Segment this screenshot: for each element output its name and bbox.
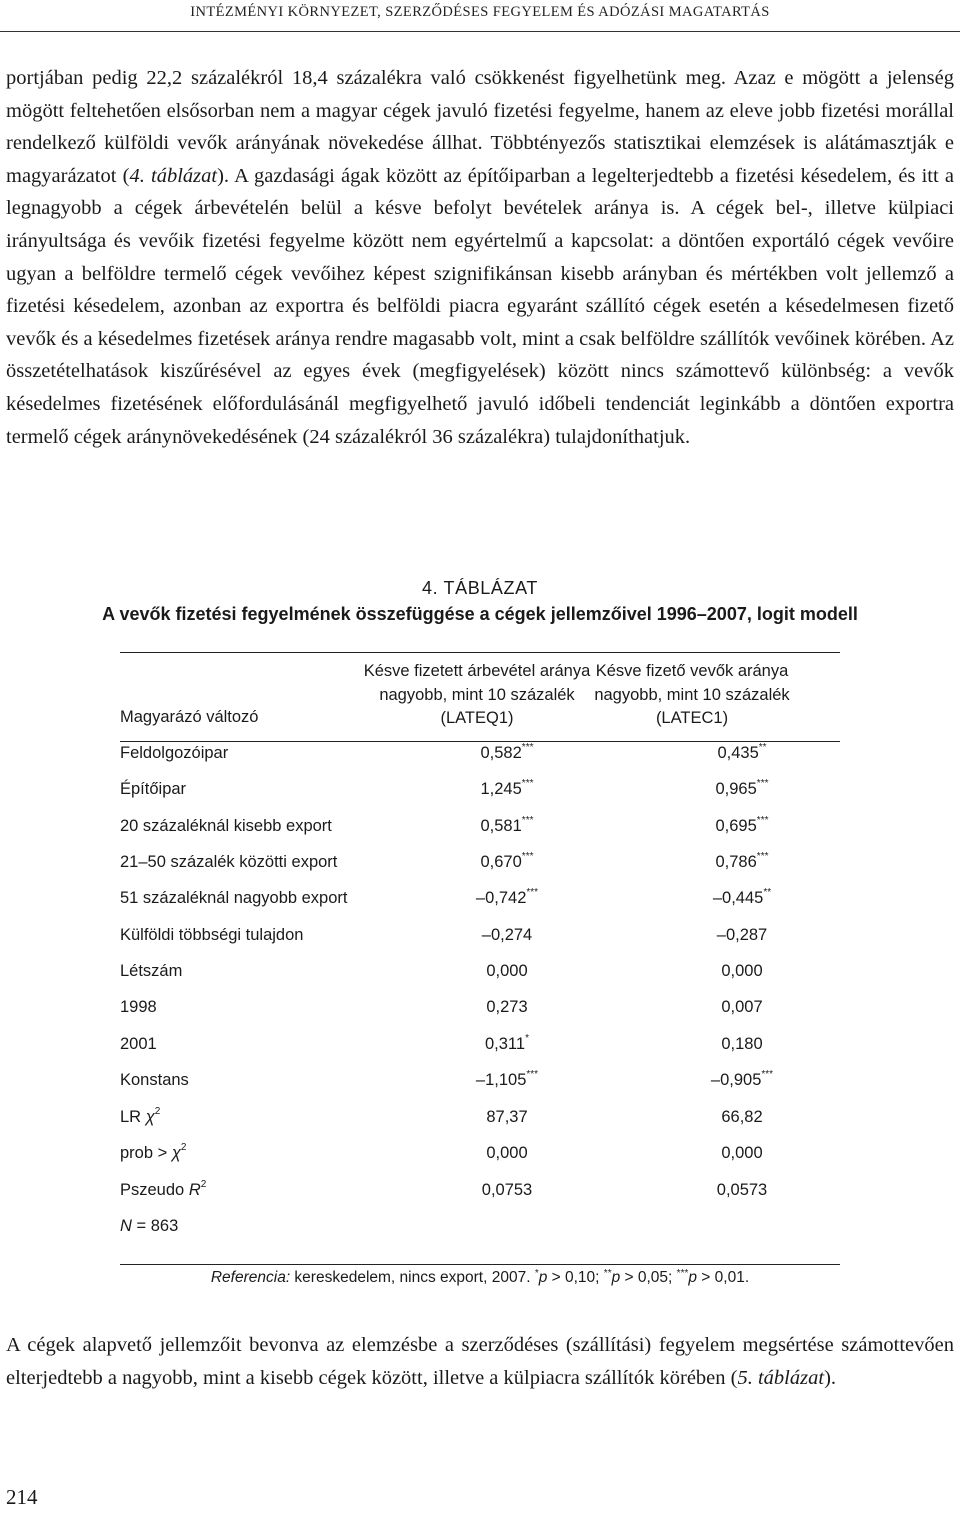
table-reference-link: 4. táblázat	[129, 164, 218, 187]
table-row	[120, 998, 840, 1024]
table-bottom-rule	[120, 1264, 840, 1265]
stat-lateq1: 87,37	[486, 1108, 528, 1126]
row-label: 2001	[120, 1035, 157, 1053]
header-rule	[0, 31, 960, 32]
coef-latec1: 0,000	[721, 962, 763, 980]
coef-lateq1: 0,581***	[480, 815, 534, 835]
column-header-line: nagyobb, mint 10 százalék	[594, 685, 790, 704]
column-header-line: (LATEQ1)	[440, 709, 514, 727]
coef-lateq1: 0,670***	[480, 851, 534, 871]
coef-lateq1: 0,311*	[485, 1033, 529, 1053]
table-row	[120, 962, 840, 988]
variable-column-header: Magyarázó változó	[120, 708, 259, 726]
row-label: N = 863	[120, 1217, 179, 1235]
table-row	[120, 817, 840, 843]
row-label: Feldolgozóipar	[120, 744, 229, 762]
coef-lateq1: 1,245***	[480, 778, 534, 798]
paragraph-2-text-a: A cégek alapvető jellemzőit bevonva az elemzésbe a szerződéses (szállítási) fegyelem megsértése számottevően elterjedtebb a nagyobb, mint a kisebb cégek között, illetve a külpiacra szállítók körében (	[6, 1334, 954, 1389]
body-paragraph-2	[6, 1329, 954, 1394]
coef-lateq1: 0,000	[486, 962, 528, 980]
body-paragraph-1	[6, 62, 954, 453]
coef-latec1: 0,965***	[715, 778, 769, 798]
stat-lateq1: 0,0753	[481, 1181, 533, 1199]
coef-latec1: 0,180	[721, 1035, 763, 1053]
stat-latec1: 0,0573	[716, 1181, 768, 1199]
paragraph-1-text-a: portjában pedig 22,2 százalékról 18,4 százalékra való csökkenést figyelhetünk meg. Azaz e mögött a jelenség mögött feltehetően elsősorban nem a magyar cégek javuló fizetési fegyelme, hanem az eleve jobb fizetési morállal rendelkező külföldi vevők arányának növekedése állhat. Többtényezős statisztikai elemzések is alátámasztják e magyarázatot (	[6, 67, 954, 187]
coef-lateq1: –0,274	[481, 926, 533, 944]
coef-latec1: 0,007	[721, 998, 763, 1016]
row-label: Létszám	[120, 962, 183, 980]
table-row	[120, 926, 840, 952]
page-number: 214	[6, 1485, 38, 1509]
row-label: Építőipar	[120, 780, 187, 798]
paragraph-1-text-b: ). A gazdasági ágak között az építőiparban a legelterjedtebb a fizetési késedelem, és itt a legnagyobb a cégek árbevételén belül a késve befolyt bevételek aránya is. A cégek bel-, illetve külpiaci irányultsága és vevőik fizetési fegyelme között nem egyértelmű a kapcsolat: a döntően exportáló cégek vevőire ugyan a belföldre termelő cégek vevőihez képest szignifikánsan kisebb arányban és mértékben volt jellemző a fizetési késedelem, azonban az exportra és belföldi piacra egyaránt szállító cégek esetén a késedelmesen fizető vevők és a késedelmes fizetések aránya rendre magasabb volt, mint a csak belföldre szállítók vevőinek körében. Az összetételhatások kiszűrésével az egyes évek (megfigyelések) között nincs számottevő különbség: a vevők késedelmes fizetésének előfordulásánál megfigyelhető javuló időbeli tendenciát leginkább a döntően exportra termelő cégek aránynövekedésének (24 százalékról 36 százalékra) tulajdoníthatjuk.	[6, 164, 955, 448]
table-number: 4. TÁBLÁZAT	[422, 578, 538, 598]
table-row-prob-chi2	[120, 1144, 840, 1170]
table-row	[120, 1071, 840, 1097]
table-row-pseudo-r2	[120, 1181, 840, 1207]
row-label: Külföldi többségi tulajdon	[120, 926, 304, 944]
row-label: prob > $\chi^2$	[120, 1142, 187, 1162]
paragraph-2-text-b: ).	[824, 1366, 837, 1389]
coef-latec1: –0,287	[716, 926, 768, 944]
coef-latec1: 0,695***	[715, 815, 769, 835]
table-row	[120, 780, 840, 806]
column-header-line: nagyobb, mint 10 százalék	[379, 685, 575, 704]
coef-lateq1: 0,582***	[480, 742, 534, 762]
coef-latec1: –0,905***	[710, 1069, 774, 1089]
table-top-rule	[120, 652, 840, 653]
table-row	[120, 1035, 840, 1061]
table-header-rule	[120, 741, 840, 742]
stat-latec1: 0,000	[721, 1144, 763, 1162]
row-label: LR $\chi^2$	[120, 1106, 161, 1126]
running-head: INTÉZMÉNYI KÖRNYEZET, SZERZŐDÉSES FEGYELEM ÉS ADÓZÁSI MAGATARTÁS	[190, 4, 770, 20]
column-header-line: Késve fizetett árbevétel aránya	[363, 662, 591, 680]
table-row-sample-size	[120, 1217, 840, 1243]
column-header-line: Késve fizető vevők aránya	[595, 662, 789, 680]
table-row-lr-chi2	[120, 1108, 840, 1134]
stat-latec1: 66,82	[721, 1108, 763, 1126]
coef-lateq1: –1,105***	[475, 1069, 539, 1089]
row-label: Konstans	[120, 1071, 189, 1089]
table-row	[120, 744, 840, 770]
row-label: 21–50 százalék közötti export	[120, 853, 338, 871]
table-row	[120, 853, 840, 879]
row-label: 51 százaléknál nagyobb export	[120, 889, 348, 907]
table-reference-link: 5. táblázat	[737, 1366, 825, 1389]
column-header-line: (LATEC1)	[655, 709, 729, 727]
coef-lateq1: –0,742***	[475, 887, 539, 907]
coef-latec1: –0,445**	[712, 887, 772, 907]
stat-lateq1: 0,000	[486, 1144, 528, 1162]
row-label: 20 százaléknál kisebb export	[120, 817, 332, 835]
row-label: 1998	[120, 998, 157, 1016]
table-note: Referencia: kereskedelem, nincs export, 2007. *p > 0,10; **p > 0,05; ***p > 0,01.	[210, 1268, 750, 1287]
table-title: A vevők fizetési fegyelmének összefüggése a cégek jellemzőivel 1996–2007, logit modell	[102, 604, 858, 624]
coef-lateq1: 0,273	[486, 998, 528, 1016]
table-row	[120, 889, 840, 915]
column-header-lateq1	[357, 660, 597, 731]
coef-latec1: 0,786***	[715, 851, 769, 871]
column-header-latec1	[572, 660, 812, 731]
coef-latec1: 0,435**	[717, 742, 767, 762]
row-label: Pszeudo $R^2$	[120, 1179, 207, 1199]
